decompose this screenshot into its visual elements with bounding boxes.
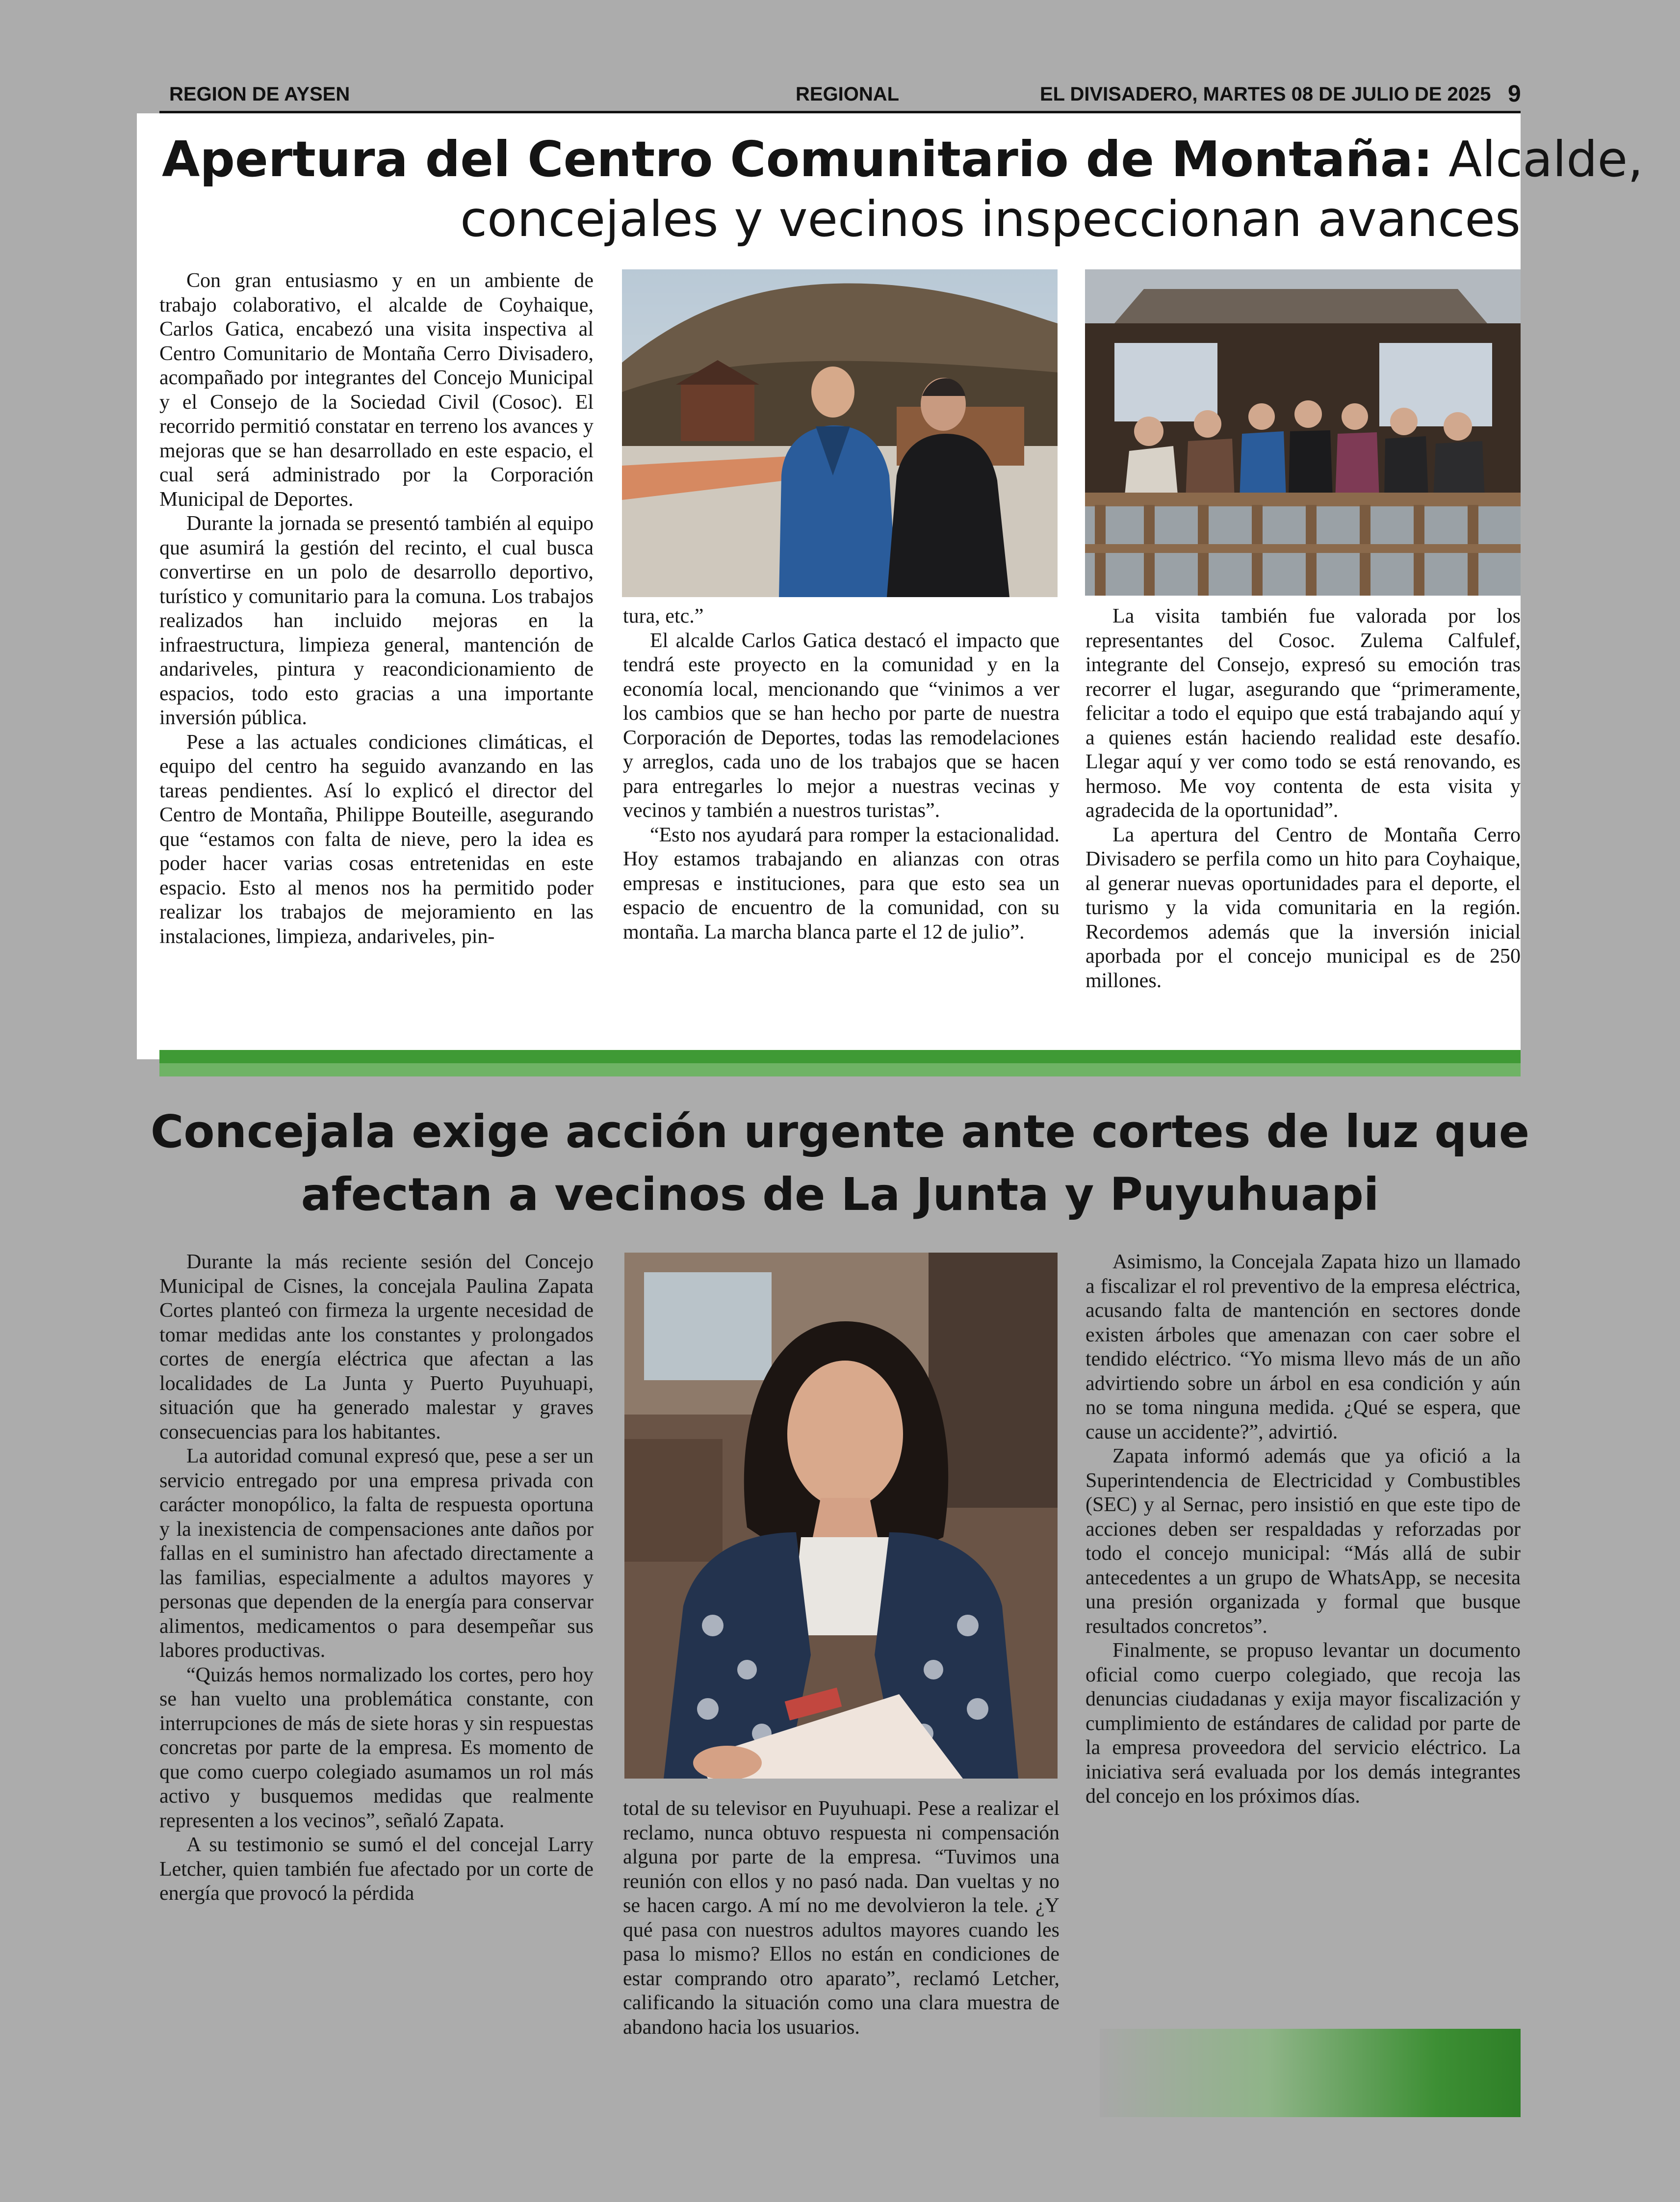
paragraph: Durante la más reciente sesión del Concejo Municipal de Cisnes, la concejala Paulina Zapata Cortes planteó con firmeza la urgente necesidad de tomar medidas ante los constantes y prolongados cortes de energía eléctrica que afectan a las localidades de La Junta y Puerto Puyuhuapi, situación que ha generado malestar y graves consecuencias para los habitantes. [159,1251,594,1443]
decorative-gradient-box [1100,2029,1521,2117]
dateline: EL DIVISADERO, MARTES 08 DE JULIO DE 2025 [1040,83,1491,105]
category-label: REGIONAL [796,83,900,105]
article1-photo-group-balcony [1085,269,1521,596]
section-divider-bar [159,1050,1521,1076]
article2-headline-line1: Concejala exige acción urgente ante cortes de luz que [150,1105,1530,1158]
article1-headline-line2: concejales y vecinos inspeccionan avances [460,190,1521,248]
paragraph: “Esto nos ayudará para romper la estacionalidad. Hoy estamos trabajando en alianzas con otras empresas e instituciones, para que esto sea un espacio de encuentro de la comunidad, con su montaña. La marcha blanca parte el 12 de julio”. [623,823,1060,944]
paragraph: La apertura del Centro de Montaña Cerro Divisadero se perfila como un hito para Coyhaique, al generar nuevas oportunidades para el deporte, el turismo y la vida comunitaria en la región. Recordemos además que la inversión inicial aporbada por el concejo municipal es de 250 millones. [1086,823,1521,992]
paragraph: Durante la jornada se presentó también al equipo que asumirá la gestión del recinto, el cual busca convertirse en un polo de desarrollo deportivo, turístico y comunitario para la comuna. Los trabajos realizados han incluido mejoras en la infraestructura, limpieza general, mantención de andariveles, pintura y reacondicionamiento de espacios, todo esto gracias a una importante inversión pública. [159,512,594,729]
paragraph: A su testimonio se sumó el del concejal Larry Letcher, quien también fue afectado por un corte de energía que provocó la pérdida [159,1834,594,1905]
paragraph: Zapata informó además que ya ofició a la Superintendencia de Electricidad y Combustibles (SEC) y al Sernac, pero insistió en que este tipo de acciones deben ser respaldadas y reforzadas por todo el concejo municipal: “Más allá de subir antecedentes a un grupo de WhatsApp, se necesita una presión organizada y formal que busque resultados concretos”. [1086,1445,1521,1638]
article1-headline-rest: Alcalde, [1448,131,1643,188]
section-label: REGION DE AYSEN [169,83,350,105]
article1-column-1 [159,269,594,1042]
article2-photo-councilwoman [624,1253,1058,1779]
paragraph: tura, etc.” [623,605,704,628]
paragraph: La autoridad comunal expresó que, pese a ser un servicio entregado por una empresa privada con carácter monopólico, la falta de respuesta oportuna y la inexistencia de compensaciones ante daños por fallas en el suministro han afectado directamente a las familias, especialmente a adultos mayores y personas que dependen de la energía para conservar alimentos, medicamentos o para desempeñar sus labores productivas. [159,1445,594,1662]
article1-headline-line1 [162,131,1643,188]
article2-column-3 [1086,1250,1521,2006]
article1-column-3 [1086,604,1521,1041]
article1-photo-mountain-visit [622,269,1058,597]
paragraph: Finalmente, se propuso levantar un documento oficial como cuerpo colegiado, que recoja las denuncias ciudadanas y exija mayor fiscalización y cumplimiento de estándares de calidad por parte de la empresa proveedora del servicio eléctrico. La iniciativa será evaluada por los demás integrantes del concejo en los próximos días. [1086,1639,1521,1808]
article1-headline-bold: Apertura del Centro Comunitario de Montaña: [162,131,1433,188]
paragraph: La visita también fue valorada por los representantes del Cosoc. Zulema Calfulef, integrante del Consejo, expresó su emoción tras recorrer el lugar, asegurando que “primeramente, felicitar a todo el equipo que está trabajando aquí y a quienes están haciendo realidad este desafío. Llegar aquí y ver como todo se está renovando, es hermoso. Me voy contenta de esta visita y agradecida de la oportunidad”. [1086,605,1521,822]
paragraph: Asimismo, la Concejala Zapata hizo un llamado a fiscalizar el rol preventivo de la empresa eléctrica, acusando falta de mantención en sectores donde existen árboles que amenazan con caer sobre el tendido eléctrico. “Yo misma llevo más de un año advirtiendo sobre un árbol en esa condición y aún no se toma ninguna medida. ¿Qué se espera, que cause un accidente?”, advirtió. [1086,1251,1521,1443]
article1-column-2 [623,604,1060,1041]
paragraph: total de su televisor en Puyuhuapi. Pese a realizar el reclamo, nunca obtuvo respuesta ni compensación alguna por parte de la empresa. “Tuvimos una reunión con ellos y no pasó nada. Dan vueltas y no se hacen cargo. A mí no me devolvieron la tele. ¿Y qué pasa con nuestros adultos mayores cuando les pasa lo mismo? Ellos no están en condiciones de estar comprando otro aparato”, reclamó Letcher, calificando la situación como una clara muestra de abandono hacia los usuarios. [623,1797,1060,2039]
paragraph: Pese a las actuales condiciones climáticas, el equipo del centro ha seguido avanzando en las tareas pendientes. Así lo explicó el director del Centro de Montaña, Philippe Bouteille, asegurando que “estamos con falta de nieve, pero la idea es poder hacer varias cosas entretenidas en este espacio. Esto al menos nos ha permitido poder realizar los trabajos de mejoramiento en las instalaciones, limpieza, andariveles, pin- [159,731,594,948]
paragraph: El alcalde Carlos Gatica destacó el impacto que tendrá este proyecto en la comunidad y en la economía local, mencionando que “vinimos a ver los cambios que se han hecho por parte de nuestra Corporación de Deportes, todas las remodelaciones y arreglos, cada uno de los trabajos que se hacen para entregarles lo mejor a nuestras vecinas y vecinos y también a nuestros turistas”. [623,629,1060,822]
article2-column-2 [623,1797,1060,2116]
page-number: 9 [1508,81,1521,107]
article2-headline-line2: afectan a vecinos de La Junta y Puyuhuapi [301,1168,1379,1221]
article2-column-1 [159,1250,594,2114]
paragraph: “Quizás hemos normalizado los cortes, pero hoy se han vuelto una problemática constante, con interrupciones de más de siete horas y sin respuestas concretas por parte de la empresa. Es momento de que como cuerpo colegiado asumamos un rol más activo y busquemos medidas que realmente representen a los vecinos”, señaló Zapata. [159,1663,594,1832]
paragraph: Con gran entusiasmo y en un ambiente de trabajo colaborativo, el alcalde de Coyhaique, Carlos Gatica, encabezó una visita inspectiva al Centro Comunitario de Montaña Cerro Divisadero, acompañado por integrantes del Concejo Municipal y el Consejo de la Sociedad Civil (Cosoc). El recorrido permitió constatar en terreno los avances y mejoras que se han desarrollado en este espacio, el cual será administrado por la Corporación Municipal de Deportes. [159,269,594,511]
